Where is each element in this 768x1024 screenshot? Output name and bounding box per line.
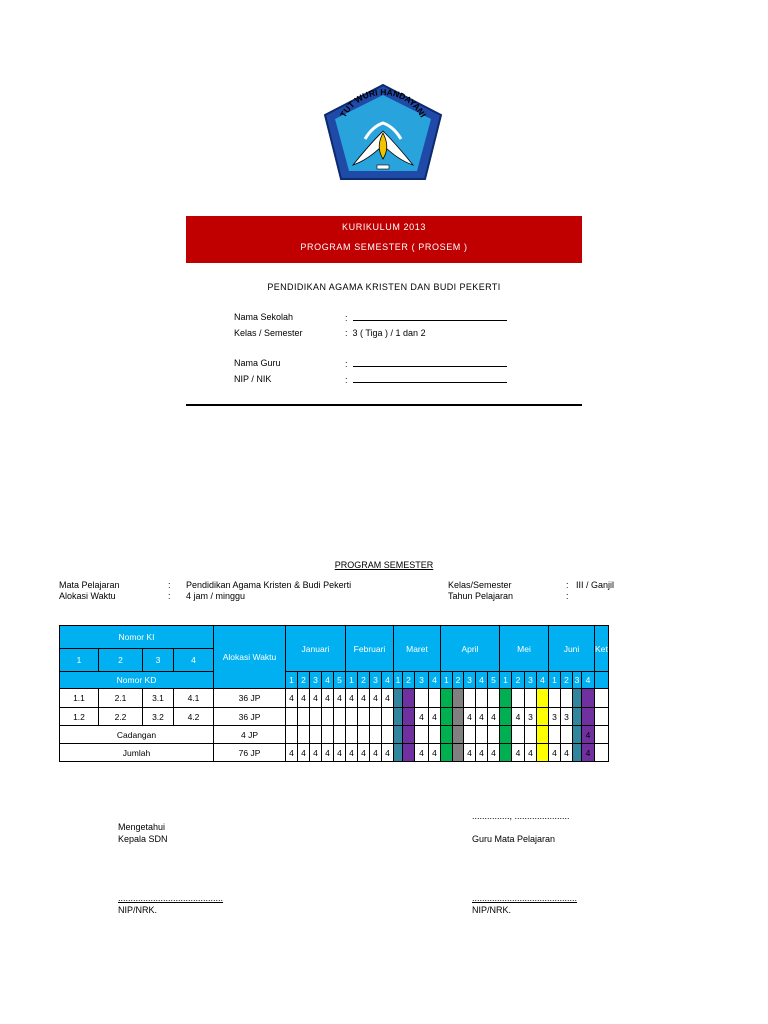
week-cell: 4: [582, 744, 595, 762]
week-cell: [403, 726, 415, 744]
week-cell: 4: [322, 689, 334, 708]
week-cell: 4: [370, 744, 382, 762]
week-cell: [394, 726, 403, 744]
week-cell: [512, 726, 525, 744]
jumlah-alokasi: 76 JP: [214, 744, 286, 762]
kurikulum-title: KURIKULUM 2013: [342, 222, 426, 232]
week-cell: 4: [298, 689, 310, 708]
week-number: 2: [298, 672, 310, 689]
cadangan-row: [60, 726, 666, 744]
week-cell: 4: [358, 744, 370, 762]
nip-nik-label: NIP / NIK: [234, 374, 272, 384]
nip-left: NIP/NRK.: [118, 905, 158, 915]
nama-sekolah-label: Nama Sekolah: [234, 312, 294, 322]
week-cell: 4: [582, 726, 595, 744]
week-cell: [464, 726, 476, 744]
ki-column-header: 1: [60, 649, 99, 672]
week-cell: [453, 726, 464, 744]
week-cell: [476, 689, 488, 708]
week-cell: 4: [334, 744, 346, 762]
week-cell: [346, 708, 358, 726]
kurikulum-banner: [186, 216, 582, 263]
week-cell: [500, 708, 512, 726]
week-number: 4: [429, 672, 441, 689]
week-cell: [382, 726, 394, 744]
week-cell: 4: [382, 744, 394, 762]
week-number: 4: [476, 672, 488, 689]
week-cell: 4: [415, 744, 429, 762]
week-cell: 4: [415, 708, 429, 726]
kepala-sdn-label: Kepala SDN: [118, 834, 168, 844]
week-cell: 4: [512, 744, 525, 762]
mapel-colon: :: [168, 580, 171, 590]
week-cell: 4: [358, 689, 370, 708]
week-cell: [322, 708, 334, 726]
kd-number: 3.2: [143, 708, 174, 726]
guru-mapel-label: Guru Mata Pelajaran: [472, 834, 556, 844]
week-number: 1: [286, 672, 298, 689]
week-cell: 4: [286, 744, 298, 762]
week-cell: [415, 726, 429, 744]
week-number: 1: [441, 672, 453, 689]
week-cell: [286, 708, 298, 726]
mapel-value: Pendidikan Agama Kristen & Budi Pekerti: [186, 580, 352, 590]
week-cell: [537, 708, 549, 726]
week-cell: [549, 689, 561, 708]
kd-row: [60, 708, 666, 726]
week-number: 5: [334, 672, 346, 689]
week-cell: [334, 726, 346, 744]
logo-text: TUT WURI HANDAYANI: [337, 86, 429, 119]
week-cell: 4: [488, 708, 500, 726]
week-cell: [561, 689, 573, 708]
week-cell: [500, 689, 512, 708]
week-cell: [500, 744, 512, 762]
kelas-label: Kelas/Semester: [448, 580, 512, 590]
week-number: 3: [415, 672, 429, 689]
week-cell: [370, 726, 382, 744]
week-cell: [537, 744, 549, 762]
week-cell: [525, 726, 537, 744]
kd-number: 4.2: [174, 708, 214, 726]
cadangan-alokasi: 4 JP: [214, 726, 286, 744]
ket-cell: [595, 726, 609, 744]
ki-column-header: 3: [143, 649, 174, 672]
week-number: 5: [488, 672, 500, 689]
nip-nik-field: :: [345, 374, 507, 385]
tahun-colon: :: [566, 591, 569, 601]
week-number: 4: [322, 672, 334, 689]
kd-number: 3.1: [143, 689, 174, 708]
tut-wuri-handayani-logo: [321, 83, 445, 187]
week-cell: 4: [310, 744, 322, 762]
ki-column-header: 4: [174, 649, 214, 672]
week-number: 4: [382, 672, 394, 689]
week-number: 1: [394, 672, 403, 689]
mapel-label: Mata Pelajaran: [59, 580, 120, 590]
divider: [186, 404, 582, 406]
week-cell: 4: [429, 708, 441, 726]
week-number: 3: [573, 672, 582, 689]
week-cell: [453, 689, 464, 708]
week-cell: [573, 689, 582, 708]
week-cell: [441, 708, 453, 726]
week-number: 2: [358, 672, 370, 689]
week-cell: [429, 689, 441, 708]
alokasi-value: 4 jam / minggu: [186, 591, 246, 601]
week-cell: [573, 726, 582, 744]
week-number: 1: [549, 672, 561, 689]
nama-guru-field: :: [345, 358, 507, 369]
alokasi-waktu-header: Alokasi Waktu: [214, 626, 286, 689]
week-number: 4: [537, 672, 549, 689]
alokasi-label: Alokasi Waktu: [59, 591, 116, 601]
week-cell: 4: [476, 744, 488, 762]
week-cell: [382, 708, 394, 726]
ket-cell: [595, 689, 609, 708]
week-number: 2: [403, 672, 415, 689]
kelas-value: III / Ganjil: [576, 580, 615, 590]
nomor-kd-header: Nomor KD: [60, 672, 214, 689]
nama-guru-label: Nama Guru: [234, 358, 281, 368]
week-cell: 4: [464, 708, 476, 726]
week-cell: 4: [310, 689, 322, 708]
week-cell: [286, 726, 298, 744]
week-cell: [358, 726, 370, 744]
prosem-table: [59, 625, 666, 762]
tahun-label: Tahun Pelajaran: [448, 591, 514, 601]
week-cell: 4: [488, 744, 500, 762]
week-cell: 4: [429, 744, 441, 762]
week-number: 3: [370, 672, 382, 689]
kelas-colon: :: [566, 580, 569, 590]
kd-number: 2.2: [99, 708, 143, 726]
week-cell: [464, 689, 476, 708]
week-cell: [573, 708, 582, 726]
week-cell: [561, 726, 573, 744]
ket-header: Ket: [595, 626, 609, 672]
month-header: April: [441, 626, 500, 672]
kelas-semester-field: : 3 ( Tiga ) / 1 dan 2: [345, 328, 426, 338]
kelas-semester-label: Kelas / Semester: [234, 328, 303, 338]
week-cell: [573, 744, 582, 762]
week-cell: [537, 726, 549, 744]
week-cell: [582, 689, 595, 708]
week-cell: [429, 726, 441, 744]
mengetahui-label: Mengetahui: [118, 822, 166, 832]
week-cell: [358, 708, 370, 726]
week-number: 3: [464, 672, 476, 689]
jumlah-label: Jumlah: [60, 744, 214, 762]
week-cell: [441, 689, 453, 708]
month-header: Januari: [286, 626, 346, 672]
week-cell: 4: [561, 744, 573, 762]
week-cell: 4: [322, 744, 334, 762]
week-number: 2: [453, 672, 464, 689]
week-cell: 3: [549, 708, 561, 726]
week-cell: 4: [346, 744, 358, 762]
date-line: ..............., ......................: [472, 811, 570, 821]
week-cell: [310, 708, 322, 726]
kd-number: 2.1: [99, 689, 143, 708]
week-cell: 4: [298, 744, 310, 762]
week-cell: 4: [476, 708, 488, 726]
ket-cell: [595, 672, 609, 689]
week-number: 1: [346, 672, 358, 689]
week-cell: 4: [346, 689, 358, 708]
week-number: 3: [310, 672, 322, 689]
alokasi-value: 36 JP: [214, 689, 286, 708]
week-cell: [334, 708, 346, 726]
week-cell: [403, 708, 415, 726]
week-cell: [346, 726, 358, 744]
alokasi-colon: :: [168, 591, 171, 601]
week-cell: 3: [525, 708, 537, 726]
week-cell: [488, 689, 500, 708]
month-header: Juni: [549, 626, 595, 672]
kd-row: [60, 689, 666, 708]
month-header: Mei: [500, 626, 549, 672]
week-cell: 4: [382, 689, 394, 708]
week-cell: [441, 744, 453, 762]
prosem-title: PROGRAM SEMESTER ( PROSEM ): [300, 242, 468, 252]
week-cell: [394, 744, 403, 762]
kelas-semester-value: 3 ( Tiga ) / 1 dan 2: [352, 328, 426, 338]
week-cell: [488, 726, 500, 744]
week-cell: [403, 689, 415, 708]
week-number: 3: [525, 672, 537, 689]
week-number: 2: [561, 672, 573, 689]
kd-number: 1.1: [60, 689, 99, 708]
week-cell: [476, 726, 488, 744]
week-cell: [298, 708, 310, 726]
week-number: 1: [500, 672, 512, 689]
week-cell: [370, 708, 382, 726]
program-semester-title: PROGRAM SEMESTER: [334, 560, 434, 570]
week-cell: [453, 708, 464, 726]
week-cell: [537, 689, 549, 708]
month-header: Maret: [394, 626, 441, 672]
week-cell: [512, 689, 525, 708]
week-cell: 4: [549, 744, 561, 762]
week-cell: 4: [370, 689, 382, 708]
subject-title: PENDIDIKAN AGAMA KRISTEN DAN BUDI PEKERTI: [267, 282, 501, 292]
week-cell: [525, 689, 537, 708]
week-cell: [500, 726, 512, 744]
kd-number: 1.2: [60, 708, 99, 726]
nomor-ki-header: Nomor KI: [60, 626, 214, 649]
nama-sekolah-field: :: [345, 312, 507, 323]
jumlah-row: [60, 744, 666, 762]
ki-column-header: 2: [99, 649, 143, 672]
ket-cell: [595, 744, 609, 762]
week-cell: [403, 744, 415, 762]
week-cell: [582, 708, 595, 726]
alokasi-value: 36 JP: [214, 708, 286, 726]
week-cell: 4: [464, 744, 476, 762]
week-cell: 4: [286, 689, 298, 708]
month-header: Februari: [346, 626, 394, 672]
nip-right: NIP/NRK.: [472, 905, 512, 915]
week-cell: 4: [334, 689, 346, 708]
week-cell: [310, 726, 322, 744]
ket-cell: [595, 708, 609, 726]
week-cell: [415, 689, 429, 708]
signature-line-left: ..........................................: [118, 893, 224, 903]
week-cell: [394, 689, 403, 708]
week-cell: 4: [512, 708, 525, 726]
signature-line-right: ..........................................: [472, 893, 578, 903]
cadangan-label: Cadangan: [60, 726, 214, 744]
week-cell: [453, 744, 464, 762]
kd-number: 4.1: [174, 689, 214, 708]
week-cell: 3: [561, 708, 573, 726]
week-cell: [549, 726, 561, 744]
week-cell: [441, 726, 453, 744]
week-cell: [298, 726, 310, 744]
week-cell: [322, 726, 334, 744]
week-cell: [394, 708, 403, 726]
week-cell: 4: [525, 744, 537, 762]
week-number: 4: [582, 672, 595, 689]
week-number: 2: [512, 672, 525, 689]
